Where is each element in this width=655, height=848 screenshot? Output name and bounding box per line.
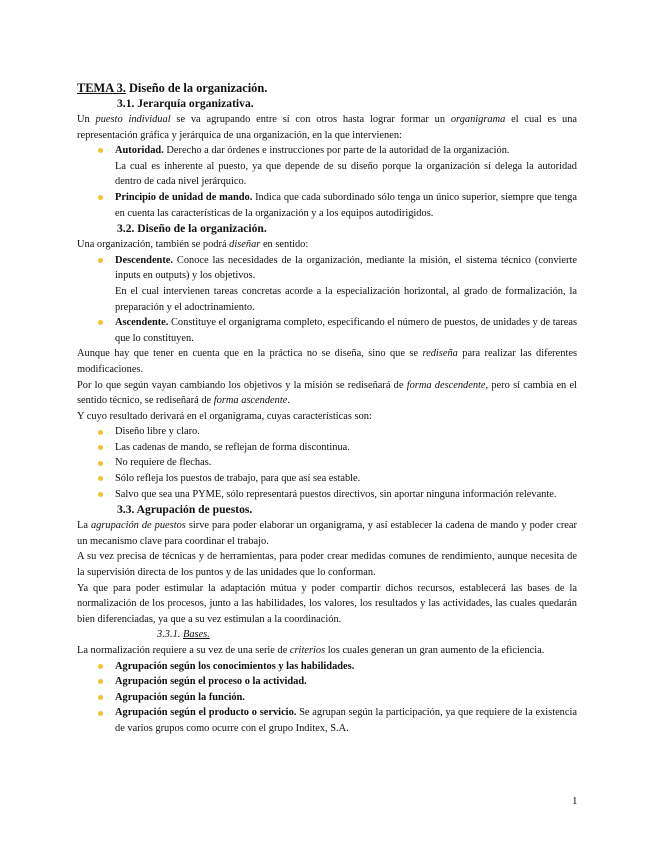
- paragraph: Un puesto individual se va agrupando entre sí con otros hasta lograr formar un organigrama el cual es una representación gráfica y jerárquica de una organización, en la que intervienen:: [77, 114, 578, 141]
- paragraph: La normalización requiere a su vez de una serie de criterios los cuales generan un gran aumento de la eficiencia.: [77, 645, 545, 656]
- chapter-name: Diseño de la organización.: [125, 81, 268, 95]
- list-item: Descendente. Conoce las necesidades de la organización, mediante la misión, el sistema técnico (convierte inputs en outputs) y los objetivos.: [115, 253, 577, 284]
- list-item: Principio de unidad de mando. Indica que cada subordinado sólo tenga un único superior, siempre que tenga en cuenta las características de la organización y a los equipos autodirigidos.: [115, 190, 577, 221]
- section-heading-3-2: 3.2. Diseño de la organización.: [117, 222, 267, 236]
- list-item: Sólo refleja los puestos de trabajo, para que así sea estable.: [115, 471, 577, 487]
- paragraph: Por lo que según vayan cambiando los objetivos y la misión se rediseñará de forma descendente, pero sí cambia en el sentido técnico, se rediseñará de forma ascendente.: [77, 379, 577, 407]
- list-item-continuation: En el cual intervienen tareas concretas acorde a la especialización horizontal, al grado de formalización, la preparación y el adoctrinamiento.: [115, 285, 577, 313]
- list-item: Agrupación según la función.: [115, 690, 577, 706]
- paragraph: Una organización, también se podrá diseñar en sentido:: [77, 239, 309, 251]
- paragraph: Aunque hay que tener en cuenta que en la práctica no se diseña, sino que se rediseña para realizar las diferentes modificaciones.: [77, 348, 577, 375]
- bullet-list: [77, 659, 577, 737]
- document-body: [77, 80, 577, 737]
- list-item: Autoridad. Derecho a dar órdenes e instrucciones por parte de la autoridad de la organización.: [115, 143, 577, 159]
- paragraph: Y cuyo resultado derivará en el organigrama, cuyas características son:: [77, 410, 372, 422]
- list-item: No requiere de flechas.: [115, 455, 577, 471]
- page-number: 1: [572, 795, 578, 807]
- paragraph: La agrupación de puestos sirve para poder elaborar un organigrama, y así establecer la cadena de mando y poder crear un mecanismo clave para coordinar el trabajo.: [77, 520, 577, 547]
- bullet-list: [77, 253, 577, 347]
- subsection-heading-3-3-1: 3.3.1. Bases.: [157, 629, 210, 641]
- list-item: Diseño libre y claro.: [115, 424, 577, 440]
- chapter-number: TEMA 3.: [77, 81, 126, 95]
- list-item: Agrupación según el producto o servicio. Se agrupan según la participación, ya que requiere de la existencia de varios grupos como ocurre con el grupo Inditex, S.A.: [115, 705, 577, 736]
- paragraph: A su vez precisa de técnicas y de herramientas, para poder crear medidas comunes de rendimiento, aunque necesita de la supervisión directa de los puntos y de las unidades que lo conforman.: [77, 551, 577, 579]
- bullet-list: [77, 143, 577, 221]
- list-item: Agrupación según el proceso o la actividad.: [115, 674, 577, 690]
- paragraph: Ya que para poder estimular la adaptación mútua y poder compartir dichos recursos, establecerá las bases de la normalización de los procesos, junto a las habilidades, los valores, los resultados y las actividades, las cuales quedarán bien diferenciadas, ya que a su vez estimulan a la coordinación.: [77, 582, 577, 625]
- list-item: Agrupación según los conocimientos y las habilidades.: [115, 659, 577, 675]
- list-item: Las cadenas de mando, se reflejan de forma discontinua.: [115, 440, 577, 456]
- bullet-list: [77, 424, 577, 502]
- list-item-continuation: La cual es inherente al puesto, ya que depende de su diseño porque la organización sí delega la autoridad dentro de cada nivel jerárquico.: [115, 160, 577, 188]
- chapter-title: [77, 80, 577, 96]
- section-heading-3-1: 3.1. Jerarquía organizativa.: [117, 97, 254, 110]
- list-item: Salvo que sea una PYME, sólo representará puestos directivos, sin aportar ninguna información relevante.: [115, 487, 577, 503]
- list-item: Ascendente. Constituye el organigrama completo, especificando el número de puestos, de unidades y de tareas que lo constituyen.: [115, 315, 577, 346]
- section-heading-3-3: 3.3. Agrupación de puestos.: [117, 503, 253, 517]
